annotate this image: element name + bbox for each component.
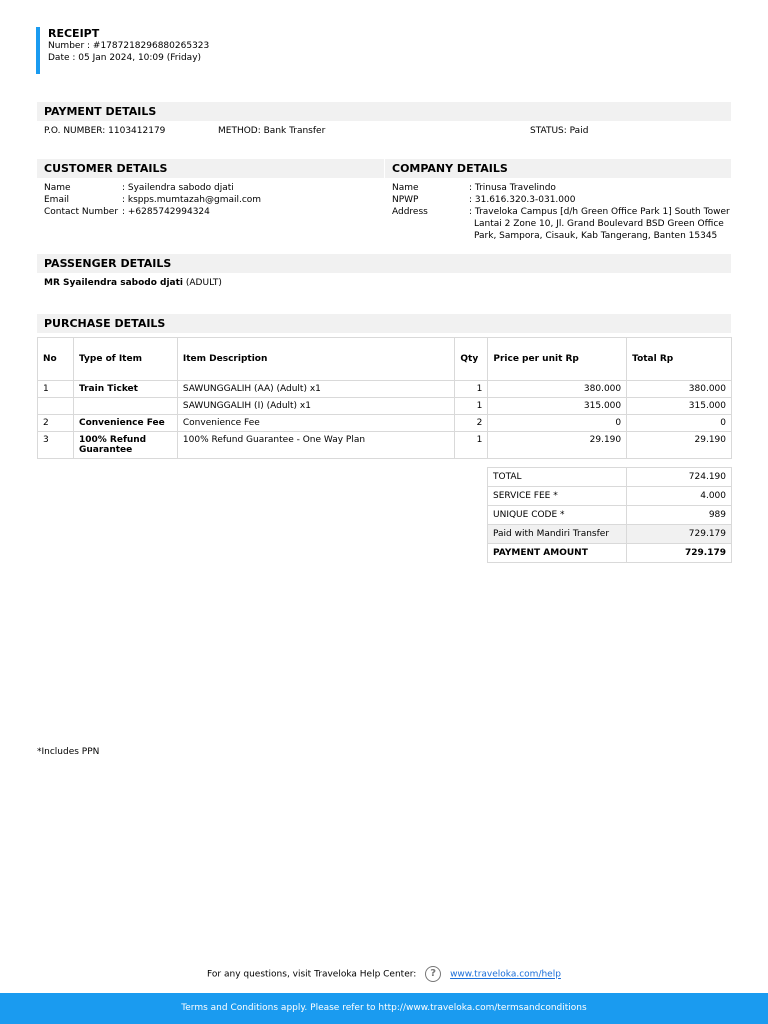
company-npwp-value: : 31.616.320.3-031.000 bbox=[469, 195, 576, 205]
customer-email-value: : kspps.mumtazah@gmail.com bbox=[122, 195, 262, 205]
row-qty: 1 bbox=[455, 398, 488, 415]
company-address-value-line2: Lantai 2 Zone 10, Jl. Grand Boulevard BSD Green Office bbox=[474, 219, 724, 229]
purchase-table-header bbox=[38, 338, 732, 381]
receipt-title: RECEIPT bbox=[48, 27, 100, 40]
totals-table bbox=[487, 467, 732, 563]
terms-footer-bar bbox=[0, 993, 768, 1024]
unique-code-row bbox=[488, 506, 732, 525]
col-no: No bbox=[38, 338, 74, 381]
payment-amount-value: 729.179 bbox=[627, 544, 732, 563]
col-type: Type of Item bbox=[73, 338, 177, 381]
payment-amount-row bbox=[488, 544, 732, 563]
customer-email-label: Email bbox=[44, 195, 69, 205]
passenger-name: MR Syailendra sabodo djati bbox=[44, 278, 184, 288]
paid-with-row bbox=[488, 525, 732, 544]
col-qty: Qty bbox=[455, 338, 488, 381]
total-row bbox=[488, 468, 732, 487]
row-description: 100% Refund Guarantee - One Way Plan bbox=[177, 432, 454, 459]
service-fee-row bbox=[488, 487, 732, 506]
row-price: 315.000 bbox=[488, 398, 627, 415]
payment-status: STATUS: Paid bbox=[530, 126, 589, 136]
paid-with-label: Paid with Mandiri Transfer bbox=[488, 525, 627, 544]
customer-name-value: : Syailendra sabodo djati bbox=[122, 183, 234, 193]
row-description: Convenience Fee bbox=[177, 415, 454, 432]
row-type: Train Ticket bbox=[73, 381, 177, 398]
col-total: Total Rp bbox=[627, 338, 732, 381]
payment-method: METHOD: Bank Transfer bbox=[218, 126, 326, 136]
company-address-label: Address bbox=[392, 207, 428, 217]
customer-contact-value: : +6285742994324 bbox=[122, 207, 210, 217]
row-total: 315.000 bbox=[627, 398, 732, 415]
ppn-note: *Includes PPN bbox=[37, 747, 100, 757]
row-price: 380.000 bbox=[488, 381, 627, 398]
customer-details-header bbox=[37, 159, 384, 178]
purchase-details-title: PURCHASE DETAILS bbox=[44, 317, 166, 330]
row-qty: 1 bbox=[455, 381, 488, 398]
receipt-date: Date : 05 Jan 2024, 10:09 (Friday) bbox=[48, 53, 202, 63]
help-text: For any questions, visit Traveloka Help Center: bbox=[207, 969, 417, 980]
unique-code-value: 989 bbox=[627, 506, 732, 525]
payment-details-title: PAYMENT DETAILS bbox=[44, 105, 157, 118]
help-center-line bbox=[0, 966, 768, 982]
row-total: 380.000 bbox=[627, 381, 732, 398]
row-price: 29.190 bbox=[488, 432, 627, 459]
row-no: 3 bbox=[38, 432, 74, 459]
purchase-table bbox=[37, 337, 732, 459]
unique-code-label: UNIQUE CODE * bbox=[488, 506, 627, 525]
payment-amount-label: PAYMENT AMOUNT bbox=[488, 544, 627, 563]
company-npwp-label: NPWP bbox=[392, 195, 419, 205]
row-no bbox=[38, 398, 74, 415]
receipt-number: Number : #1787218296880265323 bbox=[48, 41, 210, 51]
po-number: P.O. NUMBER: 1103412179 bbox=[44, 126, 166, 136]
total-label: TOTAL bbox=[488, 468, 627, 487]
table-row bbox=[38, 381, 732, 398]
row-price: 0 bbox=[488, 415, 627, 432]
purchase-details-header bbox=[37, 314, 731, 333]
table-row bbox=[38, 415, 732, 432]
service-fee-label: SERVICE FEE * bbox=[488, 487, 627, 506]
passenger-details-title: PASSENGER DETAILS bbox=[44, 257, 172, 270]
company-name-value: : Trinusa Travelindo bbox=[469, 183, 556, 193]
paid-with-value: 729.179 bbox=[627, 525, 732, 544]
question-circle-icon: ? bbox=[425, 966, 441, 982]
help-link[interactable]: www.traveloka.com/help bbox=[450, 969, 561, 980]
company-details-title: COMPANY DETAILS bbox=[392, 162, 508, 175]
payment-details-header bbox=[37, 102, 731, 121]
company-details-header bbox=[385, 159, 731, 178]
terms-text[interactable]: Terms and Conditions apply. Please refer to http://www.traveloka.com/termsandconditions bbox=[181, 1003, 587, 1013]
company-name-label: Name bbox=[392, 183, 419, 193]
row-total: 0 bbox=[627, 415, 732, 432]
row-qty: 2 bbox=[455, 415, 488, 432]
customer-details-title: CUSTOMER DETAILS bbox=[44, 162, 168, 175]
passenger-entry bbox=[44, 278, 222, 288]
col-price: Price per unit Rp bbox=[488, 338, 627, 381]
row-total: 29.190 bbox=[627, 432, 732, 459]
service-fee-value: 4.000 bbox=[627, 487, 732, 506]
row-type: Convenience Fee bbox=[73, 415, 177, 432]
row-type: 100% Refund Guarantee bbox=[73, 432, 177, 459]
col-description: Item Description bbox=[177, 338, 454, 381]
row-qty: 1 bbox=[455, 432, 488, 459]
row-description: SAWUNGGALIH (AA) (Adult) x1 bbox=[177, 381, 454, 398]
total-value: 724.190 bbox=[627, 468, 732, 487]
row-description: SAWUNGGALIH (I) (Adult) x1 bbox=[177, 398, 454, 415]
customer-name-label: Name bbox=[44, 183, 71, 193]
company-address-value-line3: Park, Sampora, Cisauk, Kab Tangerang, Banten 15345 bbox=[474, 231, 718, 241]
receipt-header bbox=[36, 27, 336, 74]
passenger-type: (ADULT) bbox=[185, 278, 222, 288]
table-row bbox=[38, 432, 732, 459]
table-row bbox=[38, 398, 732, 415]
row-no: 1 bbox=[38, 381, 74, 398]
row-no: 2 bbox=[38, 415, 74, 432]
row-type bbox=[73, 398, 177, 415]
passenger-details-header bbox=[37, 254, 731, 273]
company-address-value: : Traveloka Campus [d/h Green Office Park 1] South Tower bbox=[469, 207, 730, 217]
customer-contact-label: Contact Number bbox=[44, 207, 119, 217]
